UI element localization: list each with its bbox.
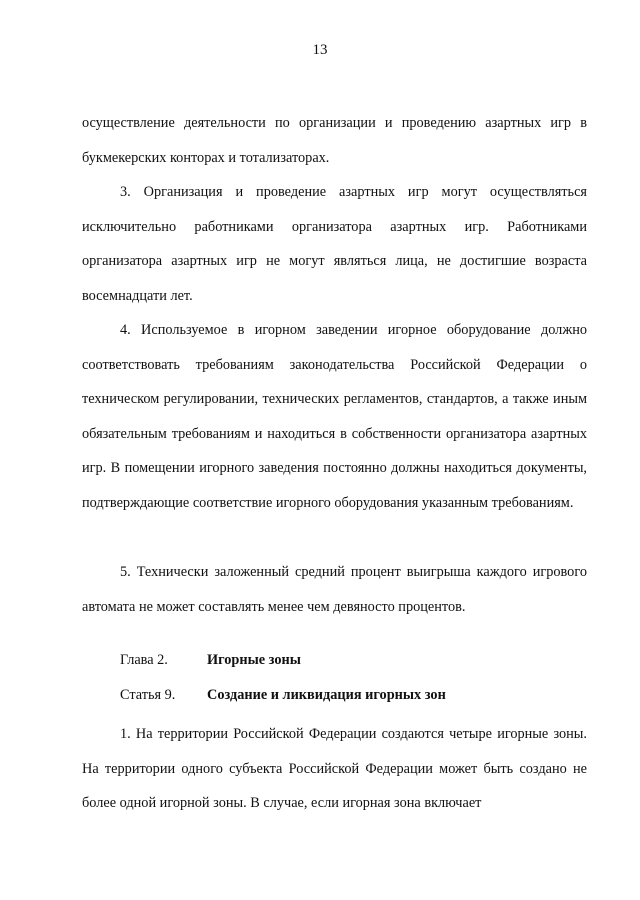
paragraph-item-3: 3. Организация и проведение азартных игр могут осуществляться исключительно работниками организатора азартных игр. Работниками организатора азартных игр не могут являться лица, не достигшие возраста восемнадцати лет. [82,184,587,304]
page-number: 13 [312,42,328,58]
chapter-label: Глава 2. [120,652,168,668]
paragraph-article-9-item-1: 1. На территории Российской Федерации создаются четыре игорные зоны. На территории одного субъекта Российской Федерации может быть создано не более одной игорной зоны. В случае, если игорная зона включает [82,726,587,812]
paragraph-item-5: 5. Технически заложенный средний процент выигрыша каждого игрового автомата не может составлять менее чем девяносто процентов. [82,564,587,615]
article-label: Статья 9. [120,687,176,703]
article-title: Создание и ликвидация игорных зон [207,687,446,703]
chapter-heading [120,650,590,670]
chapter-title: Игорные зоны [207,652,301,668]
article-heading [120,685,590,705]
paragraph-continuation: осуществление деятельности по организации и проведению азартных игр в букмекерских конторах и тотализаторах. [82,115,587,166]
paragraph-item-4: 4. Используемое в игорном заведении игорное оборудование должно соответствовать требованиям законодательства Российской Федерации о техническом регулировании, технических регламентов, стандартов, а также иным обязательным требованиям и находиться в собственности организатора азартных игр. В помещении игорного заведения постоянно должны находиться документы, подтверждающие соответствие игорного оборудования указанным требованиям. [82,322,587,511]
